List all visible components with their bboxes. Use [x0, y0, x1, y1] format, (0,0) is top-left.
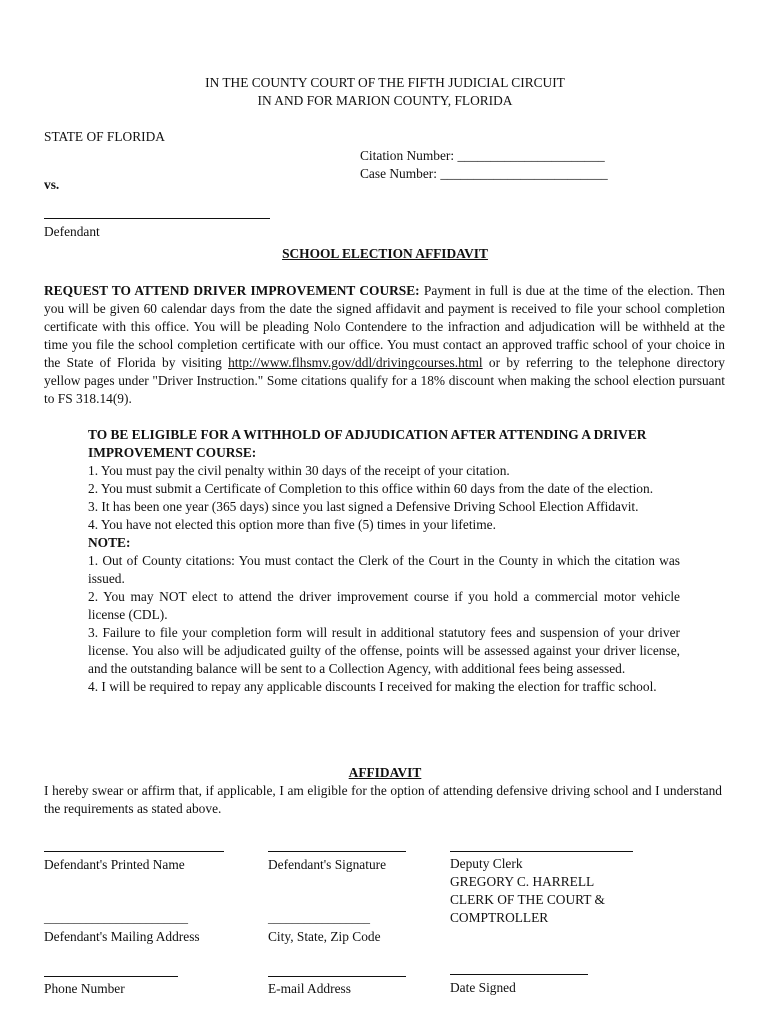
deputy-clerk-line[interactable] — [450, 851, 633, 852]
state-label: STATE OF FLORIDA — [44, 129, 165, 144]
request-heading: REQUEST TO ATTEND DRIVER IMPROVEMENT COURSE: — [44, 283, 420, 298]
note-item: 2. You may NOT elect to attend the driver improvement course if you hold a commercial motor vehicle license (CDL). — [88, 589, 680, 622]
clerk-office-1: CLERK OF THE COURT & — [450, 892, 605, 907]
clerk-block — [450, 855, 605, 927]
mailing-address-line[interactable]: ________________________ — [44, 911, 188, 925]
case-number-field[interactable]: Case Number: _________________________ — [360, 166, 608, 181]
clerk-office-2: COMPTROLLER — [450, 910, 549, 925]
phone-label: Phone Number — [44, 981, 125, 996]
printed-name-label: Defendant's Printed Name — [44, 857, 185, 872]
defendant-label: Defendant — [44, 224, 100, 239]
printed-name-line[interactable] — [44, 851, 224, 852]
request-paragraph — [44, 282, 725, 408]
request-text-1: Payment in full is due at the time of the election. Then you will be given 60 calendar days from the date the signed affidavit and payment is received to file your school completion certificate with this office. You will be pleading Nolo Contendere to the infraction and adjudication will be withheld at the time you file the school completion certificate with our office. You must contact an approved traffic school of your choice in the State of Florida by visiting — [44, 283, 725, 370]
eligibility-item: 2. You must submit a Certificate of Completion to this office within 60 days from the date of the election. — [88, 481, 654, 496]
vs-label: vs. — [44, 177, 60, 192]
note-item: 1. Out of County citations: You must contact the Clerk of the Court in the County in which the citation was issued. — [88, 553, 680, 586]
note-item: 3. Failure to file your completion form will result in additional statutory fees and suspension of your driver license. You also will be adjudicated guilty of the offense, points will be assessed against your driver license, and the outstanding balance will be sent to a Collection Agency, with additional fees being assessed. — [88, 625, 680, 676]
court-header — [0, 74, 770, 110]
date-signed-line[interactable] — [450, 974, 588, 975]
signature-label: Defendant's Signature — [268, 857, 387, 872]
city-state-zip-label: City, State, Zip Code — [268, 929, 381, 944]
email-line[interactable] — [268, 976, 406, 977]
eligibility-section — [88, 426, 680, 696]
email-label: E-mail Address — [268, 981, 351, 996]
phone-line[interactable] — [44, 976, 178, 977]
document-title: SCHOOL ELECTION AFFIDAVIT — [282, 246, 488, 261]
affidavit-heading: AFFIDAVIT — [348, 765, 422, 780]
court-header-line1: IN THE COUNTY COURT OF THE FIFTH JUDICIAL CIRCUIT — [205, 75, 565, 90]
date-signed-label: Date Signed — [450, 980, 516, 995]
note-heading: NOTE: — [88, 535, 131, 550]
eligibility-item: 1. You must pay the civil penalty within 30 days of the receipt of your citation. — [88, 463, 510, 478]
note-item: 4. I will be required to repay any applicable discounts I received for making the election for traffic school. — [88, 679, 657, 694]
citation-number-field[interactable]: Citation Number: ______________________ — [360, 148, 605, 163]
eligibility-item: 3. It has been one year (365 days) since you last signed a Defensive Driving School Election Affidavit. — [88, 499, 639, 514]
defendant-name-line[interactable] — [44, 218, 270, 219]
request-text-2: or by referring to the telephone directory yellow pages under "Driver Instruction." Some citations qualify for a 18% discount when making the school election pursuant to FS 318.14(9). — [44, 355, 725, 406]
city-state-zip-line[interactable]: _________________ — [268, 911, 370, 925]
signature-line[interactable] — [268, 851, 406, 852]
eligibility-item: 4. You have not elected this option more than five (5) times in your lifetime. — [88, 517, 496, 532]
flhsmv-link[interactable]: http://www.flhsmv.gov/ddl/drivingcourses.html — [228, 355, 483, 370]
mailing-address-label: Defendant's Mailing Address — [44, 929, 200, 944]
clerk-title: Deputy Clerk — [450, 856, 523, 871]
clerk-name: GREGORY C. HARRELL — [450, 874, 595, 889]
eligibility-heading: TO BE ELIGIBLE FOR A WITHHOLD OF ADJUDICATION AFTER ATTENDING A DRIVER IMPROVEMENT COURSE: — [88, 427, 647, 460]
court-header-line2: IN AND FOR MARION COUNTY, FLORIDA — [257, 93, 513, 108]
affidavit-text: I hereby swear or affirm that, if applicable, I am eligible for the option of attending defensive driving school and I understand the requirements as stated above. — [44, 783, 722, 816]
